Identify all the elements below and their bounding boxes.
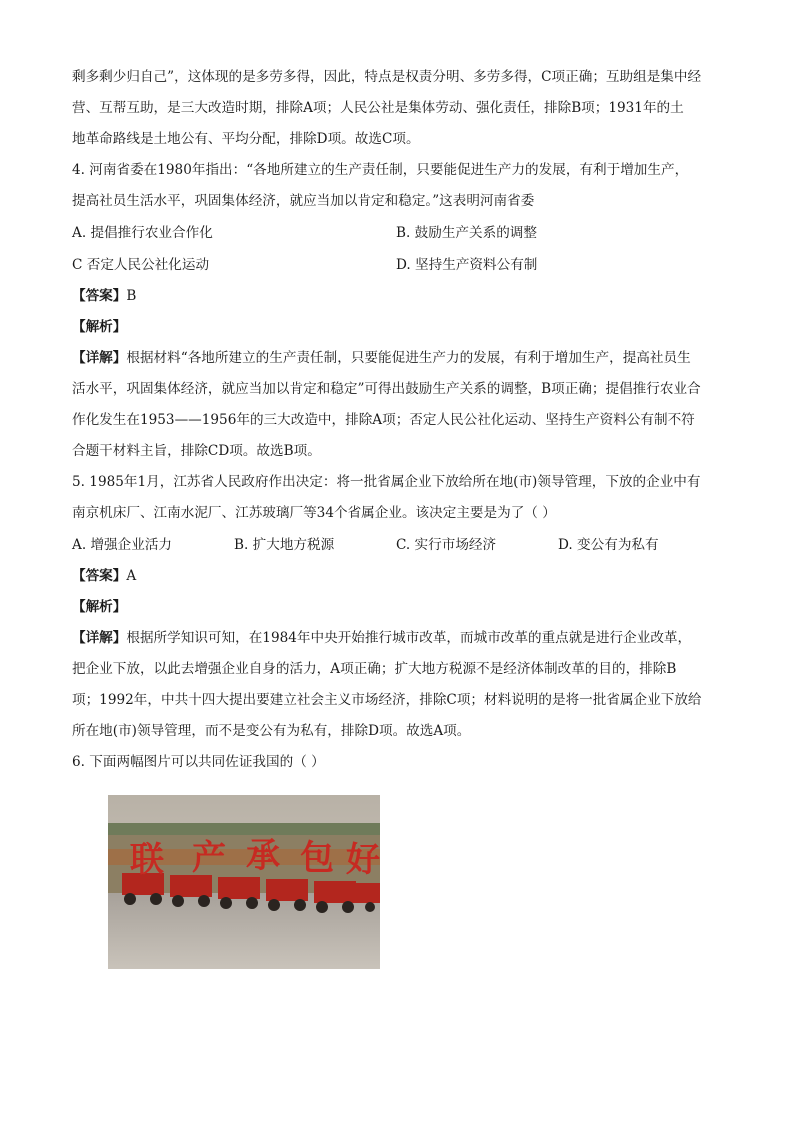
document-page: [72, 62, 732, 778]
question-4-stem: 4. 河南省委在1980年指出：“各地所建立的生产责任制，只要能促进生产力的发展，有利于增加生产，: [72, 162, 689, 178]
option-c: C. 实行市场经济: [396, 537, 497, 553]
option-b: B. 扩大地方税源: [234, 537, 335, 553]
option-d: D. 坚持生产资料公有制: [396, 257, 538, 273]
answer-tag: 【答案】: [72, 568, 127, 584]
question-5-stem: 南京机床厂、江南水泥厂、江苏玻璃厂等34个省属企业。该决定主要是为了（ ）: [72, 505, 556, 521]
tractor-wheel: [294, 899, 306, 911]
answer-line: [72, 281, 732, 312]
detail-line: 活水平，巩固集体经济，就应当加以肯定和稳定”可得出鼓励生产关系的调整，B项正确；提倡推行农业合: [72, 381, 701, 397]
detail-line: 项；1992年，中共十四大提出要建立社会主义市场经济，排除C项；材料说明的是将一批省属企业下放给: [72, 692, 702, 708]
detail-line: 合题干材料主旨，排除CD项。故选B项。: [72, 443, 321, 459]
tractor-wheel: [316, 901, 328, 913]
detail-tag: 【详解】: [72, 350, 127, 366]
detail-line: 所在地(市)领导管理，而不是变公有为私有，排除D项。故选A项。: [72, 723, 471, 739]
answer-line: [72, 561, 732, 592]
photo-slogan-char: 包: [300, 838, 334, 878]
prev-text-line: 营、互帮互助，是三大改造时期，排除A项；人民公社是集体劳动、强化责任，排除B项；1931年的土: [72, 100, 684, 116]
answer-value: B: [126, 288, 137, 304]
tractor-wheel: [342, 901, 354, 913]
option-d: D. 变公有为私有: [558, 537, 659, 553]
parade-photo: [108, 795, 380, 969]
detail-line: 作化发生在1953——1956年的三大改造中，排除A项；否定人民公社化运动、坚持生产资料公有制不符: [72, 412, 695, 428]
tractor: [170, 875, 212, 897]
tractor-wheel: [220, 897, 232, 909]
answer-tag: 【答案】: [72, 288, 127, 304]
answer-value: A: [126, 568, 137, 584]
question-4-options-row2: [72, 249, 732, 281]
option-a: A. 提倡推行农业合作化: [72, 225, 213, 241]
prev-text-line: 剩多剩少归自己”，这体现的是多劳多得，因此，特点是权责分明、多劳多得，C项正确；互助组是集中经: [72, 69, 702, 85]
tractor-wheel: [198, 895, 210, 907]
photo-slogan-char: 承: [246, 836, 280, 876]
tractor-wheel: [246, 897, 258, 909]
crowd-top: [108, 823, 380, 835]
question-4-stem: 提高社员生活水平，巩固集体经济，就应当加以肯定和稳定。”这表明河南省委: [72, 193, 535, 209]
photo-slogan-char: 联: [130, 840, 164, 880]
tractor-wheel: [268, 899, 280, 911]
option-b: B. 鼓励生产关系的调整: [396, 225, 537, 241]
tractor-wheel: [172, 895, 184, 907]
prev-text-line: 地革命路线是土地公有、平均分配，排除D项。故选C项。: [72, 131, 420, 147]
question-6-stem: 6. 下面两幅图片可以共同佐证我国的（ ）: [72, 754, 325, 770]
question-4-options-row1: [72, 217, 732, 249]
detail-text: 根据所学知识可知，在1984年中央开始推行城市改革，而城市改革的重点就是进行企业改革，: [126, 630, 692, 646]
floor: [108, 893, 380, 969]
question-5-stem: 5. 1985年1月，江苏省人民政府作出决定：将一批省属企业下放给所在地(市)领导管理，下放的企业中有: [72, 474, 701, 490]
option-c: C 否定人民公社化运动: [72, 257, 210, 273]
tractor: [352, 883, 380, 903]
photo-slogan-char: 好: [346, 840, 380, 880]
analysis-tag: 【解析】: [72, 319, 127, 335]
tractor: [314, 881, 356, 903]
tractor: [266, 879, 308, 901]
detail-line: 把企业下放，以此去增强企业自身的活力，A项正确；扩大地方税源不是经济体制改革的目的，排除B: [72, 661, 677, 677]
option-a: A. 增强企业活力: [72, 537, 173, 553]
question-5-options: [72, 529, 732, 561]
detail-line: [72, 343, 732, 374]
tractor: [218, 877, 260, 899]
photo-slogan-char: 产: [192, 838, 226, 878]
parade-photo-svg: [108, 795, 380, 969]
tractor-wheel: [150, 893, 162, 905]
tractor-wheel: [124, 893, 136, 905]
detail-text: 根据材料“各地所建立的生产责任制，只要能促进生产力的发展，有利于增加生产，提高社员生: [126, 350, 691, 366]
analysis-tag: 【解析】: [72, 599, 127, 615]
detail-line: [72, 623, 732, 654]
tractor-wheel: [365, 902, 375, 912]
detail-tag: 【详解】: [72, 630, 127, 646]
